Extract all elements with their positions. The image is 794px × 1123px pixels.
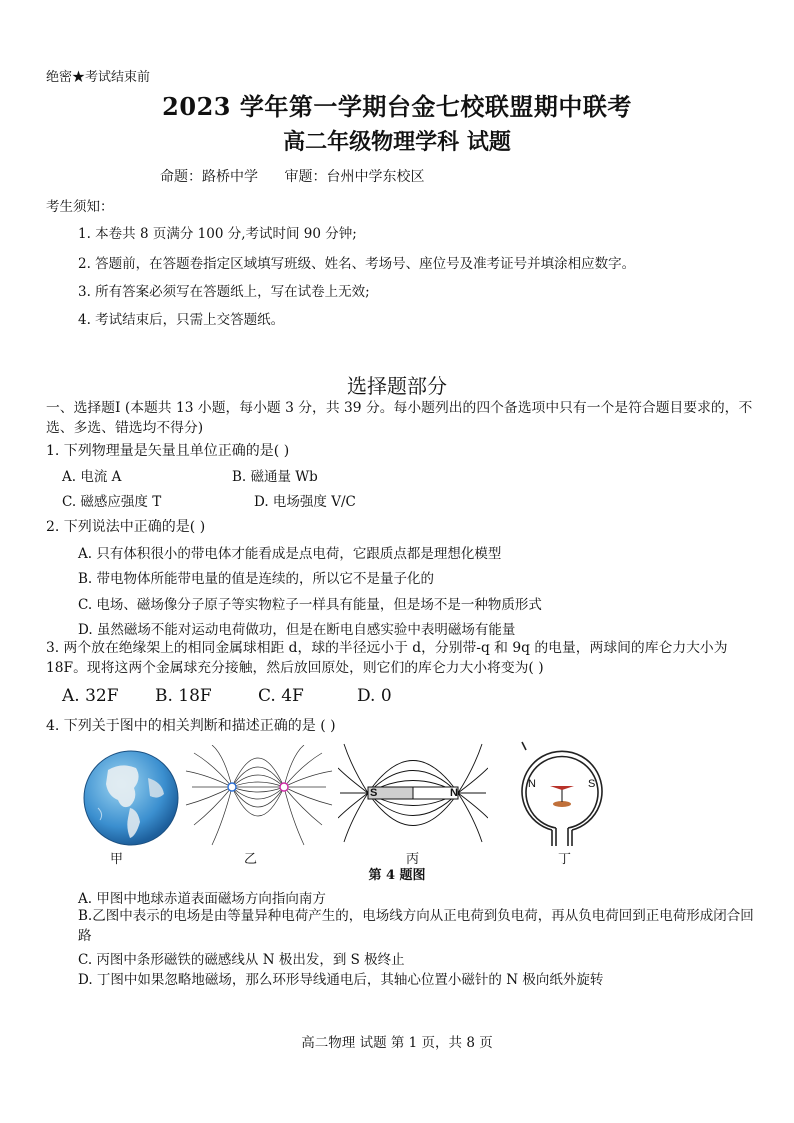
q2-option-d: D. 虽然磁场不能对运动电荷做功，但是在断电自感实验中表明磁场有能量 [78,622,516,638]
magnet-s-pole: S [370,787,378,799]
q1-option-c: C. 磁感应强度 T [62,494,162,510]
q2-option-a: A. 只有体积很小的带电体才能看成是点电荷，它跟质点都是理想化模型 [78,546,502,562]
q1-stem: 1. 下列物理量是矢量且单位正确的是( ) [46,443,290,459]
figure-label-ding: 丁 [558,852,572,867]
bar-magnet-figure [338,738,488,846]
q4-option-a: A. 甲图中地球赤道表面磁场方向指向南方 [78,891,326,907]
q1-option-a: A. 电流 A [62,469,122,485]
page-footer: 高二物理 试题 第 1 页，共 8 页 [301,1035,493,1051]
q2-option-c: C. 电场、磁场像分子原子等实物粒子一样具有能量，但是场不是一种物质形式 [78,597,542,613]
notice-item: 1. 本卷共 8 页满分 100 分,考试时间 90 分钟; [78,226,357,242]
author: 命题：路桥中学 [160,169,258,185]
magnet-n-pole: N [450,787,458,799]
q3-option-b: B. 18F [155,686,212,706]
exam-title: 2023 学年第一学期台金七校联盟期中联考 [162,92,632,121]
reviewer: 审题：台州中学东校区 [284,169,425,185]
section-title: 选择题部分 [347,374,447,398]
q2-stem: 2. 下列说法中正确的是( ) [46,519,206,535]
earth-globe-figure [78,748,184,848]
q4-option-b: B.乙图中表示的电场是由等量异种电荷产生的，电场线方向从正电荷到负电荷，再从负电荷回到正电荷形成闭合回路 [78,908,754,944]
q1-option-b: B. 磁通量 Wb [232,469,318,485]
q4-option-c: C. 丙图中条形磁铁的磁感线从 N 极出发，到 S 极终止 [78,952,405,968]
q3-option-c: C. 4F [258,686,304,706]
figure-label-yi: 乙 [244,852,258,867]
q1-option-d: D. 电场强度 V/C [254,494,356,510]
q3-option-d: D. 0 [357,686,392,706]
figure-caption: 第 4 题图 [368,868,426,883]
q4-stem: 4. 下列关于图中的相关判断和描述正确的是 ( ) [46,718,336,734]
notice-heading: 考生须知： [46,199,114,215]
needle-s-pole: S [588,778,596,790]
figure-label-bing: 丙 [406,852,420,867]
q3-stem: 3. 两个放在绝缘架上的相同金属球相距 d，球的半径远小于 d，分别带-q 和 9q 的电量，两球间的库仑力大小为 18F。现将这两个金属球充分接触，然后放回原处，则它们的库仑力大小将变为( ) [46,640,728,676]
notice-item: 4. 考试结束后，只需上交答题纸。 [78,312,285,328]
notice-item: 2. 答题前，在答题卷指定区域填写班级、姓名、考场号、座位号及准考证号并填涂相应数字。 [78,256,636,272]
section-intro: 一、选择题Ⅰ (本题共 13 小题，每小题 3 分，共 39 分。每小题列出的四个备选项中只有一个是符合题目要求的，不选、多选、错选均不得分) [46,400,753,436]
q2-option-b: B. 带电物体所能带电量的值是连续的，所以它不是量子化的 [78,571,435,587]
q3-option-a: A. 32F [62,686,119,706]
q4-option-d: D. 丁图中如果忽略地磁场，那么环形导线通电后，其轴心位置小磁针的 N 极向纸外旋转 [78,972,604,988]
figure-label-jia: 甲 [110,852,124,867]
notice-item: 3. 所有答案必须写在答题纸上，写在试卷上无效; [78,284,370,300]
needle-n-pole: N [528,778,536,790]
author-line [160,166,446,186]
confidential-mark: 绝密★考试结束前 [46,70,151,85]
exam-subtitle: 高二年级物理学科 试题 [283,129,511,155]
electric-dipole-figure [184,745,334,847]
ring-current-figure [512,738,612,848]
